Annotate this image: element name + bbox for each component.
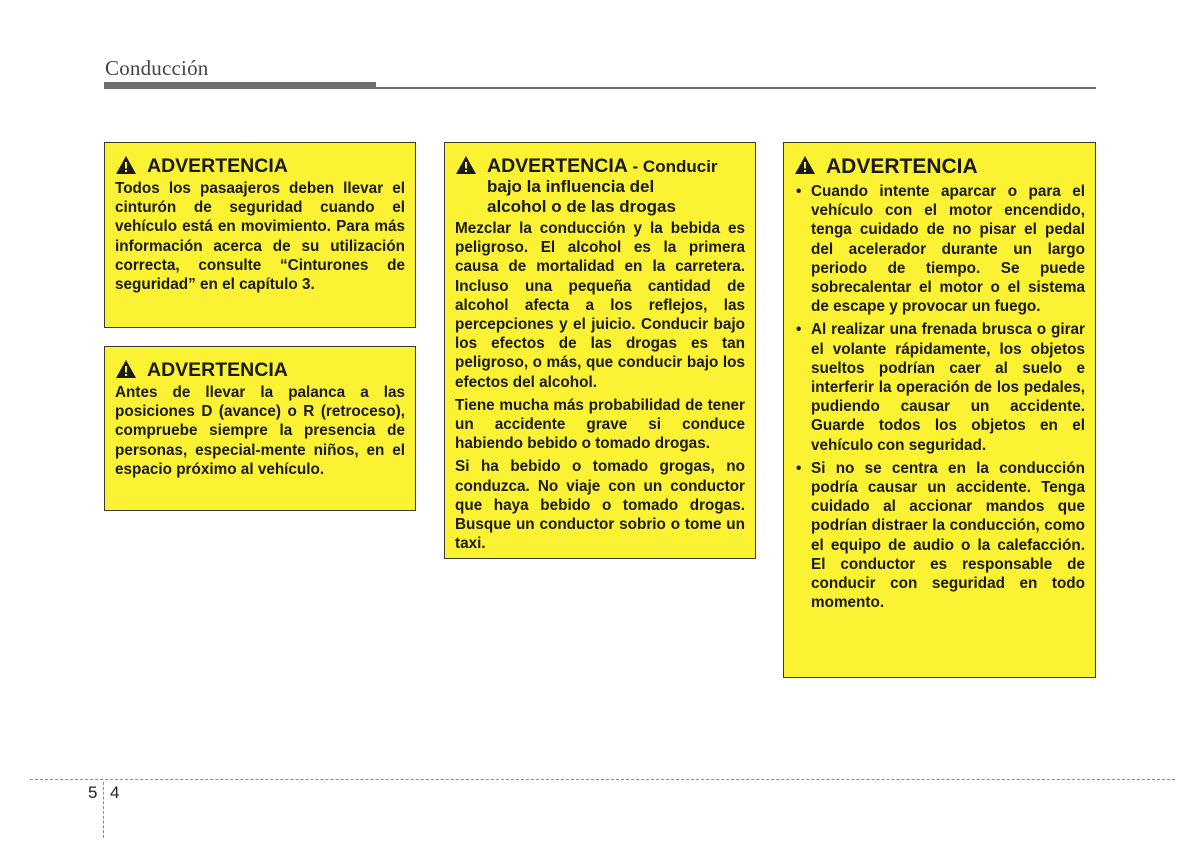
warning-title: ADVERTENCIA	[826, 155, 978, 178]
warning-bullet-item: • Al realizar una frenada brusca o girar el volante rápidamente, los objetos sueltos podrían caer al suelo e interferir la operación de los pedales, pudiendo causar un accidente. Guarde todos los objetos en el vehículo con seguridad.	[794, 320, 1085, 454]
warning-box-shift-lever	[104, 346, 416, 511]
warning-triangle-icon	[794, 155, 816, 175]
warning-triangle-icon	[115, 359, 137, 379]
warning-title: ADVERTENCIA	[147, 359, 288, 381]
footer-dashed-rule	[30, 779, 1175, 780]
warning-box-seatbelt	[104, 142, 416, 328]
section-title: Conducción	[105, 56, 209, 80]
warning-box-alcohol-drugs	[444, 142, 756, 559]
warning-subtitle-line: alcohol o de las drogas	[487, 196, 676, 216]
warning-paragraph: Tiene mucha más probabilidad de tener un accidente grave si conduce habiendo bebido o tomado drogas.	[455, 396, 745, 453]
warning-paragraph: Todos los pasaajeros deben llevar el cinturón de seguridad cuando el vehículo está en movimiento. Para más información acerca de su utilización correcta, consulte “Cinturones de seguridad” en el capítulo 3.	[115, 180, 405, 294]
warning-triangle-icon	[115, 155, 137, 175]
warning-heading	[115, 359, 405, 381]
warning-paragraph: Mezclar la conducción y la bebida es peligroso. El alcohol es la primera causa de mortalidad en la carretera. Incluso una pequeña cantidad de alcohol afecta a los reflejos, las percepciones y el juicio. Conducir bajo los efectos de las drogas es tan peligroso, o más, que conducir bajo los efectos del alcohol.	[455, 220, 745, 391]
warning-bullet-list	[794, 182, 1085, 612]
warning-heading	[455, 155, 745, 177]
warning-subtitle	[455, 177, 745, 216]
warning-title-line	[487, 155, 718, 177]
warning-heading	[794, 155, 1085, 177]
warning-subtitle-dash: - Conducir	[632, 157, 718, 176]
warning-bullet-item: • Cuando intente aparcar o para el vehículo con el motor encendido, tenga cuidado de no pisar el pedal del acelerador durante un largo periodo de tiempo. Se puede sobrecalentar el motor o el sistema de escape y provocar un fuego.	[794, 182, 1085, 316]
chapter-number: 5	[88, 783, 98, 802]
header-rule-thin	[104, 87, 1096, 89]
warning-box-driving-safety	[783, 142, 1096, 678]
warning-title: ADVERTENCIA	[487, 155, 628, 177]
warning-triangle-icon	[455, 155, 477, 175]
warning-paragraph: Antes de llevar la palanca a las posiciones D (avance) o R (retroceso), compruebe siempre la presencia de personas, especial-mente niños, en el espacio próximo al vehículo.	[115, 384, 405, 478]
footer-vertical-rule	[103, 782, 104, 838]
warning-title: ADVERTENCIA	[147, 155, 288, 177]
warning-heading	[115, 155, 405, 177]
warning-subtitle-line: bajo la influencia del	[487, 177, 655, 196]
warning-paragraph: Si ha bebido o tomado grogas, no conduzca. No viaje con un conductor que haya bebido o tomado drogas. Busque un conductor sobrio o tome un taxi.	[455, 458, 745, 553]
page-number: 4	[110, 783, 120, 802]
warning-bullet-item: • Si no se centra en la conducción podría causar un accidente. Tenga cuidado al accionar mandos que podrían distraer la conducción, como el equipo de audio o la calefacción. El conductor es responsable de conducir con seguridad en todo momento.	[794, 459, 1085, 613]
